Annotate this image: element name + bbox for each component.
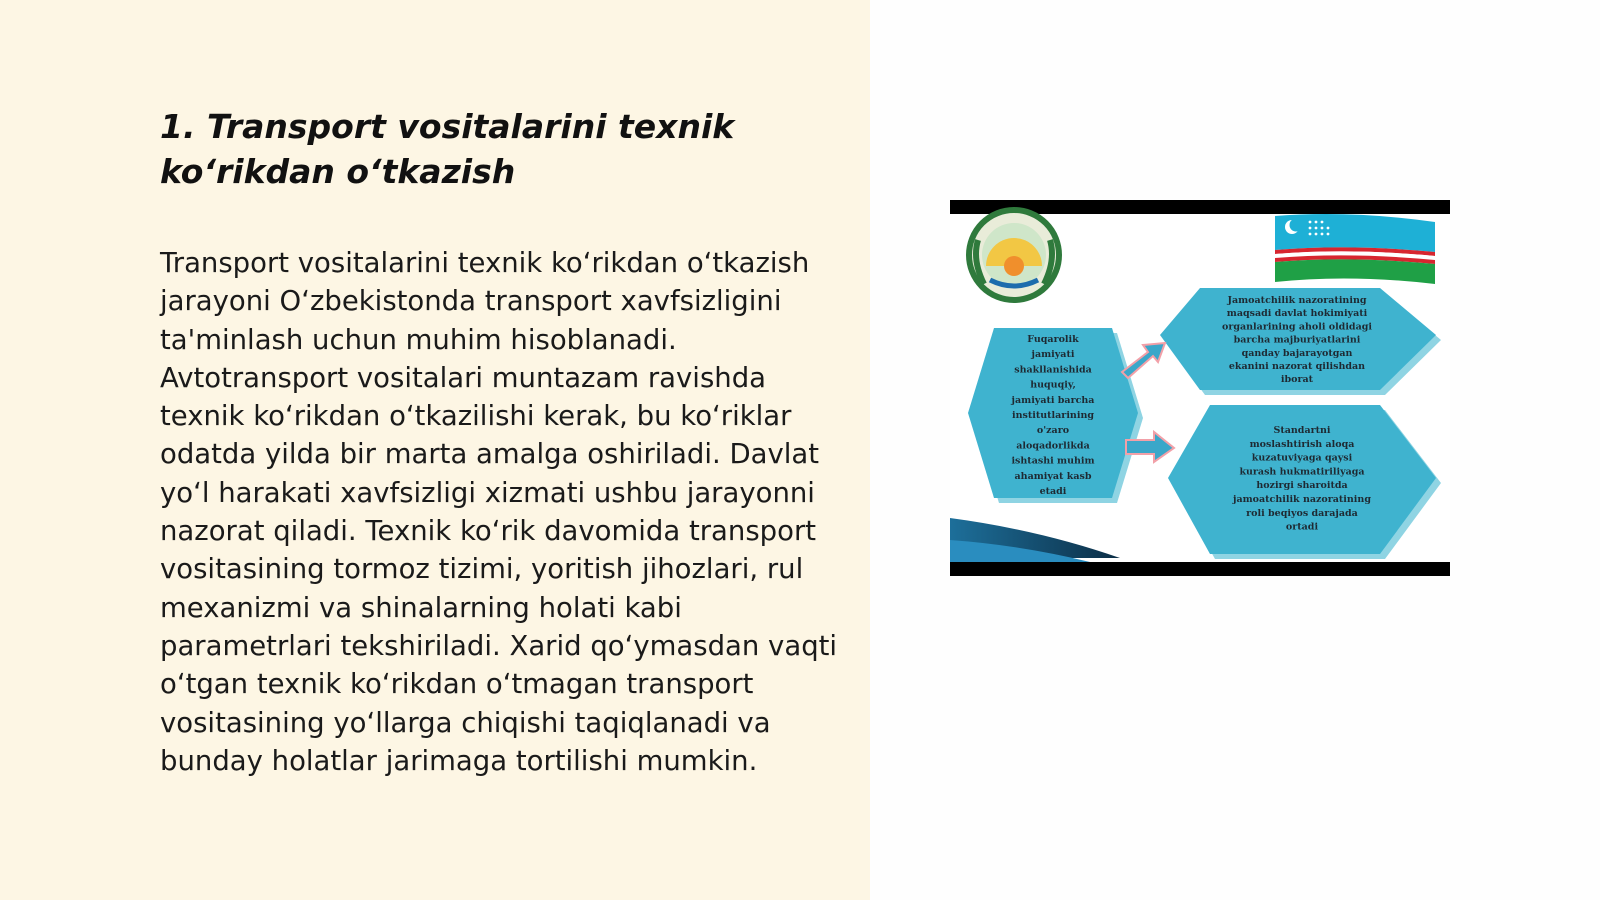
- slide-title: 1. Transport vositalarini texnik koʻrikdan oʻtkazish: [160, 107, 735, 191]
- hexagon-top-right-text: [1222, 295, 1372, 385]
- hexagon-text-line: ishtashi muhim: [1011, 455, 1095, 467]
- hexagon-text-line: moslashtirish aloqa: [1249, 438, 1355, 450]
- slide-illustration: [950, 200, 1450, 576]
- hexagon-text-line: iborat: [1280, 374, 1314, 386]
- hexagon-text-line: kurash hukmatiriliyaga: [1239, 466, 1365, 478]
- hexagon-text-line: Standartni: [1273, 425, 1331, 436]
- hexagon-text-line: etadi: [1039, 486, 1067, 497]
- hexagon-text-line: o'zaro: [1036, 425, 1070, 437]
- hexagon-left: [968, 328, 1143, 503]
- uzbekistan-flag-icon: [1275, 214, 1435, 284]
- hexagon-text-line: jamiyati barcha: [1011, 394, 1095, 406]
- hexagon-text-line: roli beqiyos darajada: [1246, 507, 1358, 519]
- uzbekistan-emblem-icon: [969, 210, 1059, 300]
- hexagon-top-right: [1160, 288, 1441, 395]
- hexagon-text-line: Jamoatchilik nazoratining: [1227, 295, 1367, 306]
- hexagon-text-line: barcha majburiyatlarini: [1233, 334, 1361, 346]
- hexagon-text-line: jamoatchilik nazoratining: [1233, 494, 1371, 505]
- hexagon-text-line: kuzatuviyaga qaysi: [1251, 452, 1353, 464]
- hexagon-text-line: ahamiyat kasb: [1014, 470, 1092, 482]
- hexagon-text-line: ortadi: [1285, 521, 1319, 533]
- hexagon-text-line: aloqadorlikda: [1016, 440, 1090, 452]
- hexagon-text-line: hozirgi sharoitda: [1256, 480, 1348, 492]
- slide-body-text: Transport vositalarini texnik koʻrikdan oʻtkazish jarayoni Oʻzbekistonda transport xavfsizligini ta'minlash uchun muhim hisoblanadi. Avtotransport vositalari muntazam ravishda texnik koʻrikdan oʻtkazilishi kerak, bu koʻriklar odatda yilda bir marta amalga oshiriladi. Davlat yoʻl harakati xavfsizligi xizmati ushbu jarayonni nazorat qiladi. Texnik koʻrik davomida transport vositasining tormoz tizimi, yoritish jihozlari, rul mexanizmi va shinalarning holati kabi parametrlari tekshiriladi. Xarid qoʻymasdan vaqti oʻtgan texnik koʻrikdan oʻtmagan transport vositasining yoʻllarga chiqishi taqiqlanadi va bunday holatlar jarimaga tortilishi mumkin.: [160, 247, 838, 777]
- hexagon-text-line: shakllanishida: [1014, 364, 1092, 376]
- hexagon-text-line: jamiyati: [1031, 349, 1075, 361]
- hexagon-text-line: maqsadi davlat hokimiyati: [1226, 308, 1368, 320]
- hexagon-text-line: qanday bajarayotgan: [1241, 347, 1353, 359]
- illustration-svg: [950, 200, 1450, 576]
- hexagon-text-line: huquqiy,: [1030, 379, 1076, 391]
- hexagon-text-line: institutlarining: [1012, 410, 1094, 421]
- hexagon-text-line: Fuqarolik: [1027, 334, 1079, 345]
- hexagon-text-line: ekanini nazorat qilishdan: [1228, 361, 1366, 372]
- hexagon-text-line: organlarining aholi oldidagi: [1222, 321, 1372, 333]
